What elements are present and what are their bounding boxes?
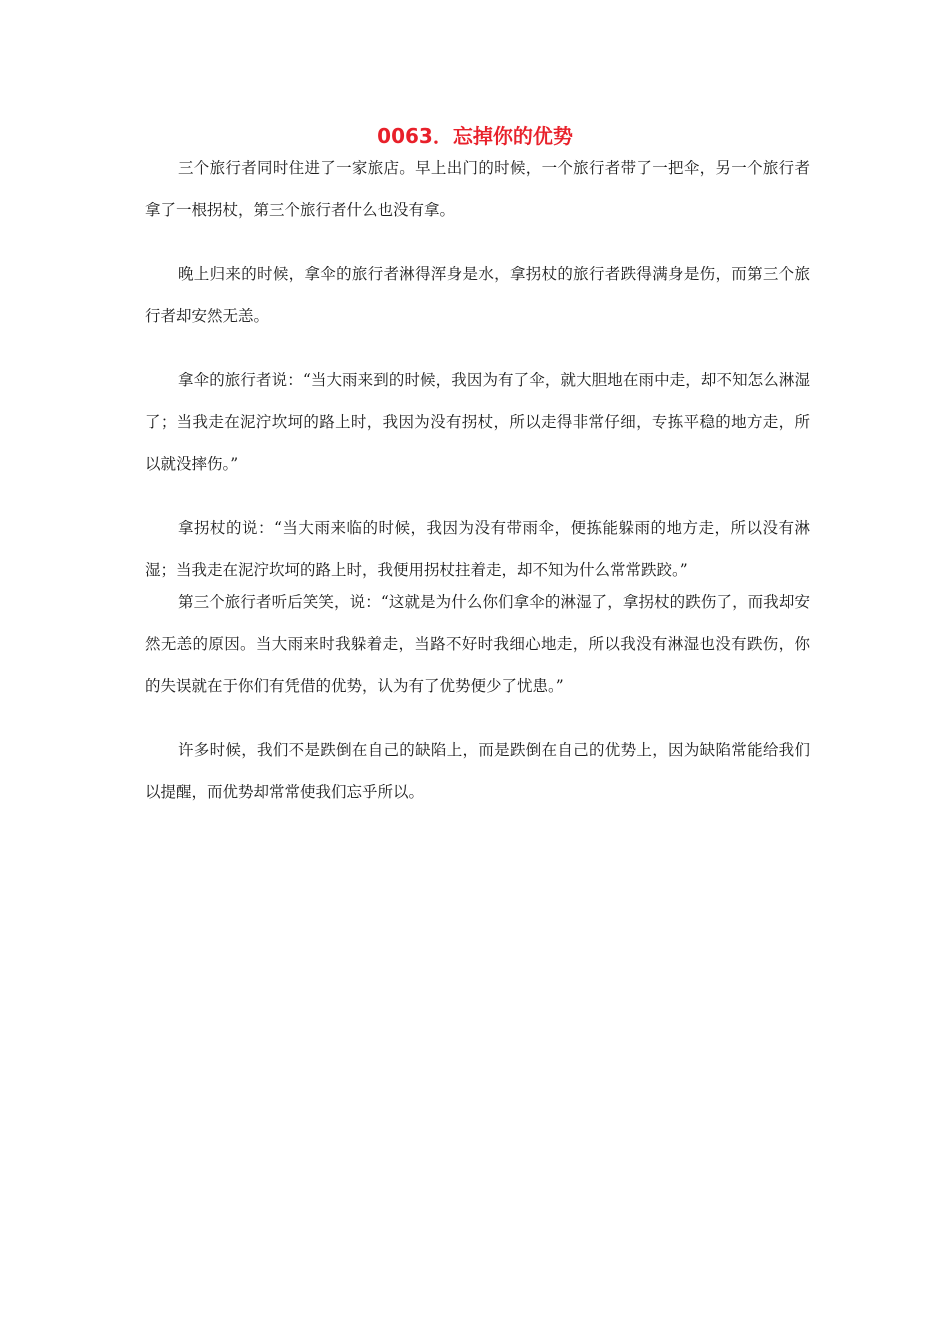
document-title: 0063．忘掉你的优势 — [377, 124, 573, 148]
paragraph-4: 拿拐杖的说：“当大雨来临的时候，我因为没有带雨伞，便拣能躲雨的地方走，所以没有淋湿；当我走在泥泞坎坷的路上时，我便用拐杖拄着走，却不知为什么常常跌跤。” — [145, 519, 810, 579]
paragraph-3: 拿伞的旅行者说：“当大雨来到的时候，我因为有了伞，就大胆地在雨中走，却不知怎么淋湿了；当我走在泥泞坎坷的路上时，我因为没有拐杖，所以走得非常仔细，专拣平稳的地方走，所以就没摔伤。” — [145, 371, 810, 473]
paragraph-2: 晚上归来的时候，拿伞的旅行者淋得浑身是水，拿拐杖的旅行者跌得满身是伤，而第三个旅行者却安然无恙。 — [145, 265, 810, 325]
paragraph-5: 第三个旅行者听后笑笑，说：“这就是为什么你们拿伞的淋湿了，拿拐杖的跌伤了，而我却安然无恙的原因。当大雨来时我躲着走，当路不好时我细心地走，所以我没有淋湿也没有跌伤，你的失误就在于你们有凭借的优势，认为有了优势便少了忧患。” — [145, 593, 810, 695]
paragraph-6: 许多时候，我们不是跌倒在自己的缺陷上，而是跌倒在自己的优势上，因为缺陷常能给我们以提醒，而优势却常常使我们忘乎所以。 — [145, 741, 810, 801]
paragraph-1: 三个旅行者同时住进了一家旅店。早上出门的时候，一个旅行者带了一把伞，另一个旅行者拿了一根拐杖，第三个旅行者什么也没有拿。 — [145, 159, 810, 219]
